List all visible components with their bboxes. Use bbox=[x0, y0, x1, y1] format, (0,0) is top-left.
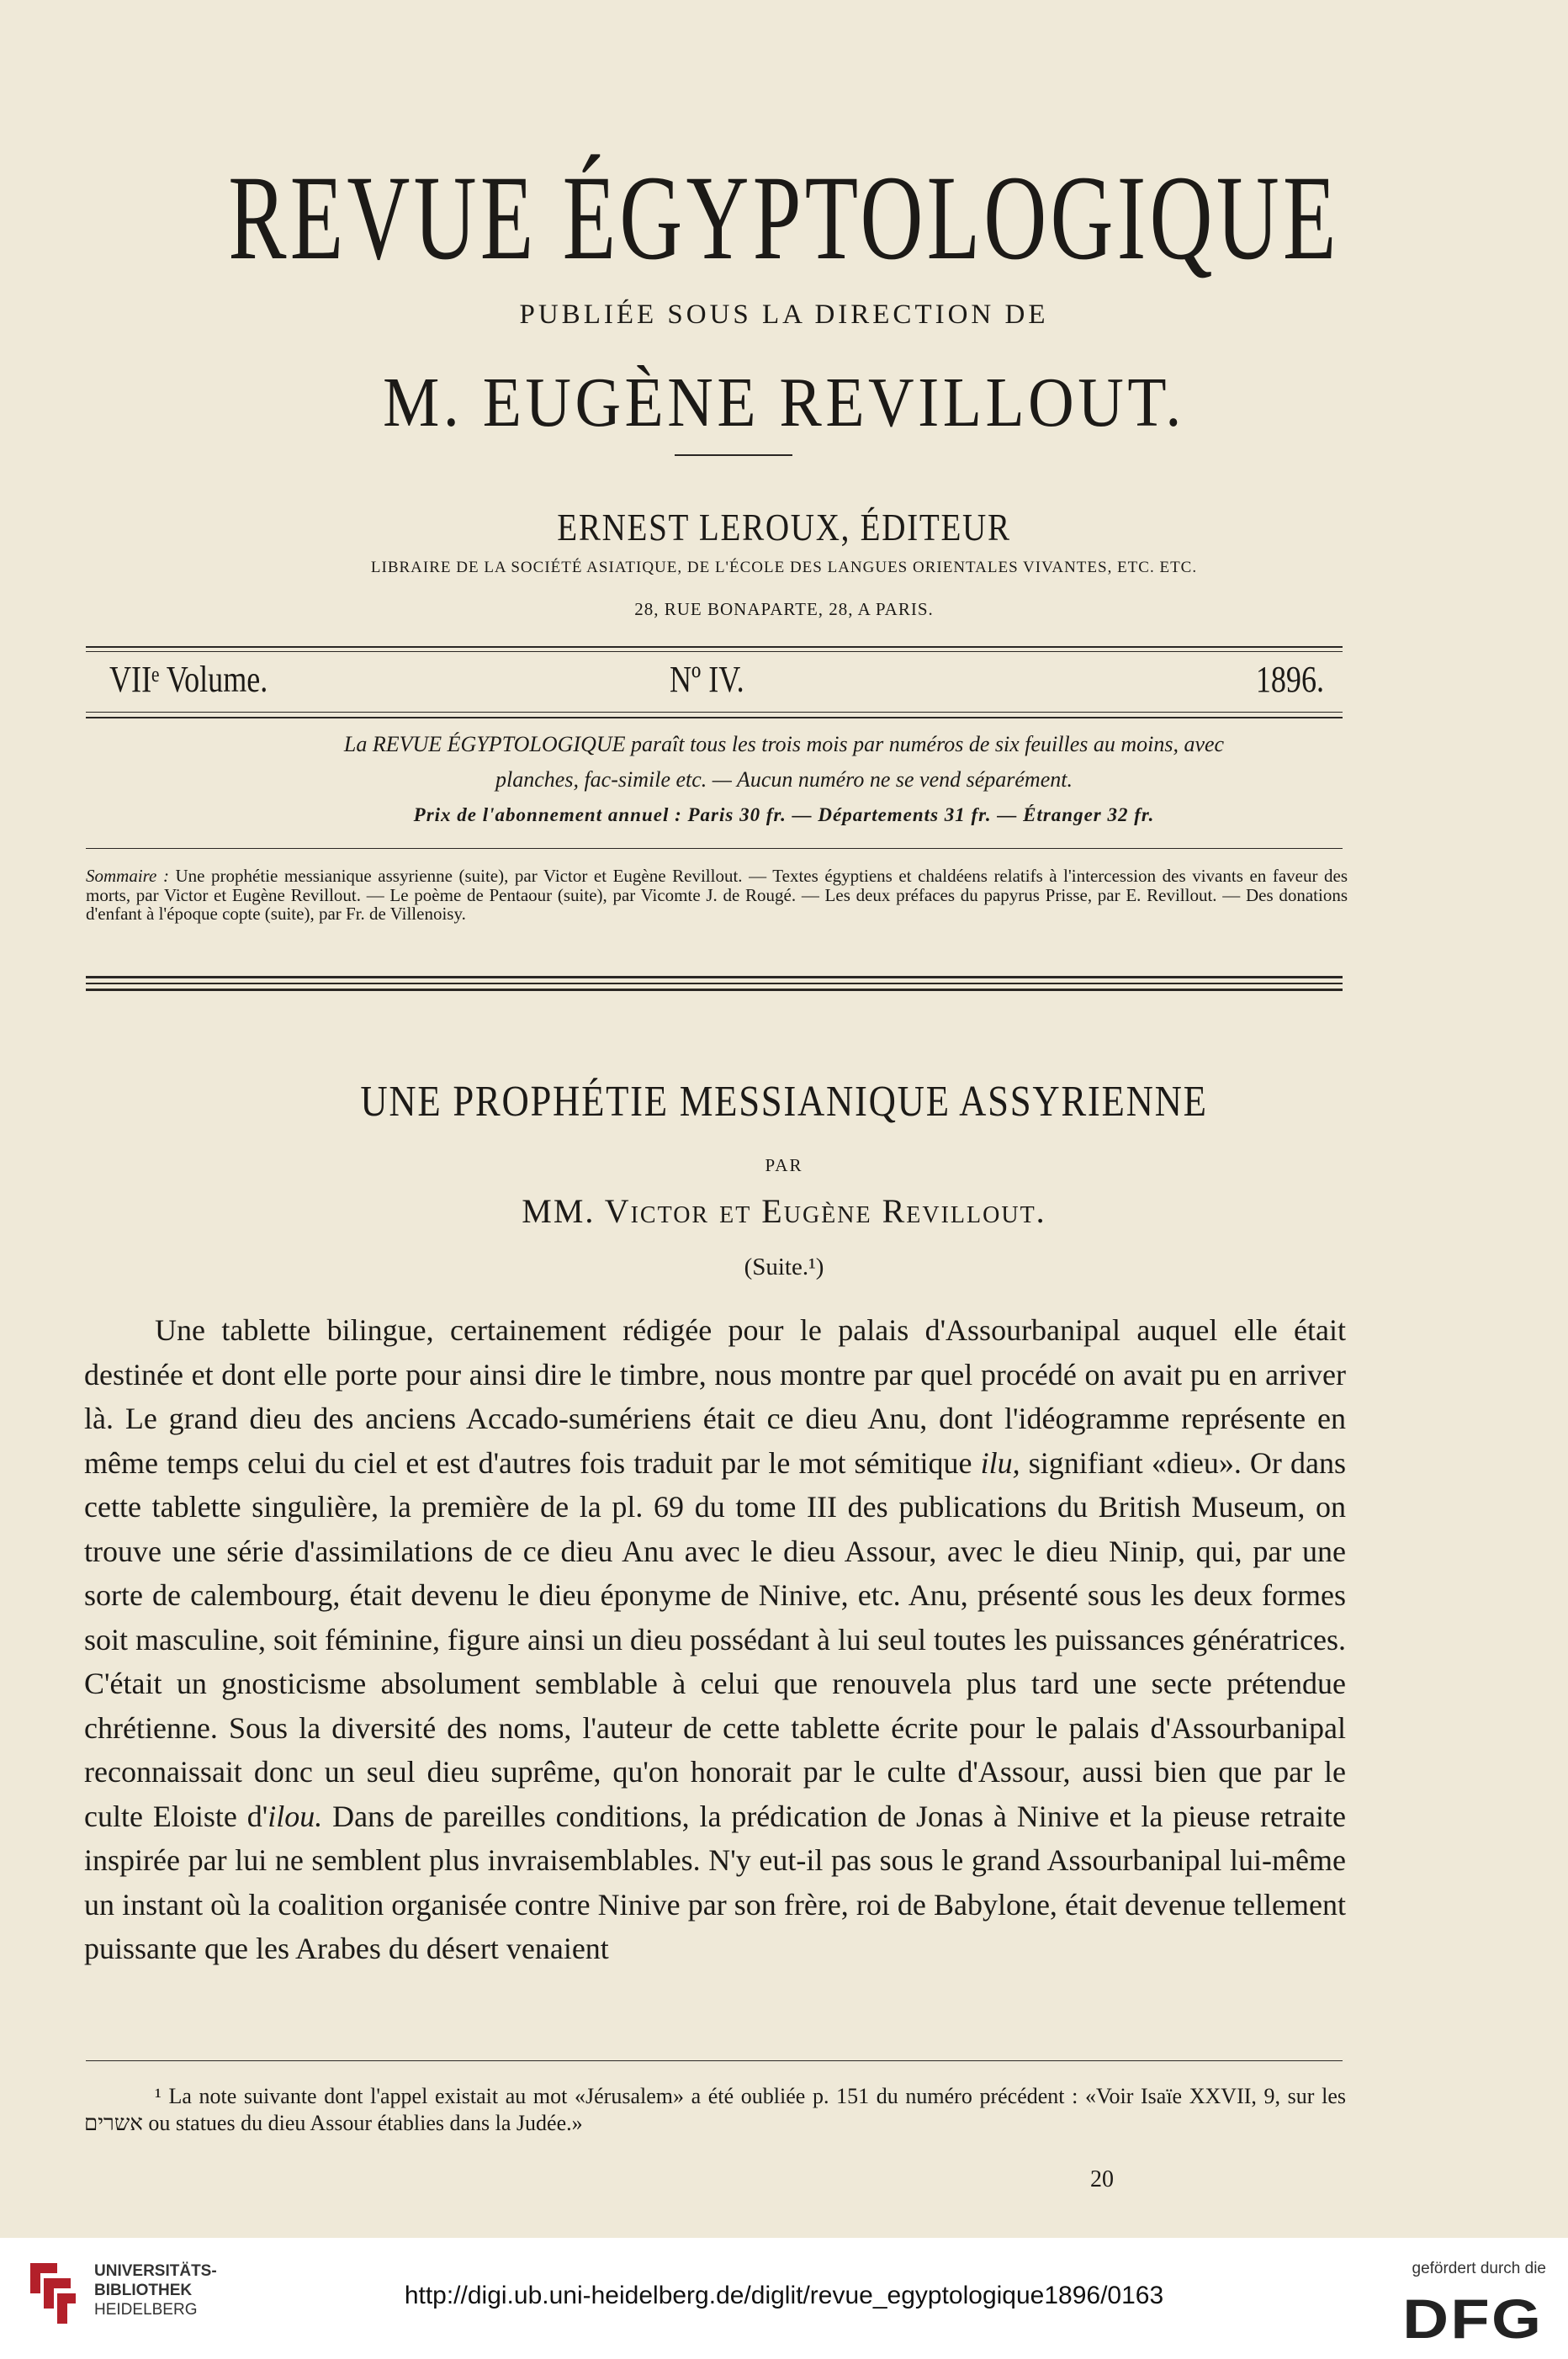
footnote: ¹ La note suivante dont l'appel existait au mot «Jérusalem» a été oubliée p. 151 du numéro précédent : «Voir Isaïe XXVII, 9, sur les אשרים ou statues du dieu Assour établies dans la Judée.» bbox=[84, 2084, 1346, 2135]
direction-line: PUBLIÉE SOUS LA DIRECTION DE bbox=[519, 300, 1049, 330]
dfg-logo[interactable]: DFG bbox=[1401, 2287, 1543, 2350]
subscription-info: La REVUE ÉGYPTOLOGIQUE paraît tous les trois mois par numéros de six feuilles au moins, avec bbox=[343, 732, 1225, 756]
director-name: M. EUGÈNE REVILLOUT. bbox=[383, 363, 1185, 442]
volume-label: VIIᵉ Volume. bbox=[109, 659, 268, 700]
table-of-contents bbox=[86, 867, 1348, 924]
article-continuation: (Suite.¹) bbox=[744, 1254, 824, 1280]
digitization-footer bbox=[0, 2238, 1568, 2359]
issue-top-rule bbox=[86, 646, 1343, 648]
article-body bbox=[84, 1308, 1346, 1971]
subscription-price: Prix de l'abonnement annuel : Paris 30 fr. — Départements 31 fr. — Étranger 32 fr. bbox=[413, 804, 1155, 825]
summary-bottom-rule bbox=[86, 976, 1343, 978]
issue-year: 1896. bbox=[1255, 659, 1324, 700]
subscription-info-2: planches, fac-simile etc. — Aucun numéro ne se vend séparément. bbox=[495, 767, 1073, 792]
source-url-link[interactable]: http://digi.ub.uni-heidelberg.de/diglit/revue_egyptologique1896/0163 bbox=[404, 2282, 1164, 2309]
funded-by-label: gefördert durch die bbox=[1412, 2260, 1546, 2277]
issue-number: Nº IV. bbox=[670, 659, 744, 700]
footnote-rule bbox=[86, 2060, 1343, 2061]
short-divider bbox=[675, 454, 792, 456]
publisher-name: ERNEST LEROUX, ÉDITEUR bbox=[557, 506, 1011, 549]
publisher-address: 28, RUE BONAPARTE, 28, A PARIS. bbox=[634, 599, 934, 619]
article-title: UNE PROPHÉTIE MESSIANIQUE ASSYRIENNE bbox=[360, 1078, 1208, 1126]
article-by: PAR bbox=[765, 1155, 803, 1175]
page-number: 20 bbox=[1090, 2166, 1114, 2192]
issue-bottom-rule-thin bbox=[86, 712, 1343, 713]
summary-label: Sommaire : bbox=[86, 866, 169, 886]
university-library-name: UNIVERSITÄTS- BIBLIOTHEK HEIDELBERG bbox=[94, 2262, 217, 2319]
issue-bottom-rule bbox=[86, 717, 1343, 718]
summary-text: Une prophétie messianique assyrienne (suite), par Victor et Eugène Revillout. — Textes égyptiens et chaldéens relatifs à l'intercession des vivants en faveur des morts, par Victor et Eugène Revillout. — Le poème de Pentaour (suite), par Vicomte J. de Rougé. — Les deux préfaces du papyrus Prisse, par E. Revillout. — Des donations d'enfant à l'époque copte (suite), par Fr. de Villenoisy. bbox=[86, 866, 1348, 924]
issue-top-rule-thin bbox=[86, 651, 1343, 652]
body-paragraph: Une tablette bilingue, certainement rédigée pour le palais d'Assourbanipal auquel elle était destinée et dont elle porte pour ainsi dire le timbre, nous montre par quel procédé on avait pu en arriver là. Le grand dieu des anciens Accado-sumériens était ce dieu Anu, dont l'idéogramme représente en même temps celui du ciel et est d'autres fois traduit par le mot sémitique ilu, signifiant «dieu». Or dans cette tablette singulière, la première de la pl. 69 du tome III des publications du British Museum, on trouve une série d'assimilations de ce dieu Anu avec le dieu Assour, avec le dieu Ninip, qui, par une sorte de calembourg, était devenu le dieu éponyme de Ninive, etc. Anu, présenté sous les deux formes soit masculine, soit féminine, figure ainsi un dieu possédant à lui seul toutes les puissances génératrices. C'était un gnosticisme absolument semblable à celui que renouvela plus tard une secte prétendue chrétienne. Sous la diversité des noms, l'auteur de cette tablette écrite pour le palais d'Assourbanipal reconnaissait donc un seul dieu suprême, qu'on honorait par le culte d'Assour, aussi bien que par le culte Eloiste d'ilou. Dans de pareilles conditions, la prédication de Jonas à Ninive et la pieuse retraite inspirée par lui ne semblent plus invraisemblables. N'y eut-il pas sous le grand Assourbanipal lui-même un instant où la coalition organisée contre Ninive par son frère, roi de Babylone, était devenue tellement puissante que les Arabes du désert venaient bbox=[84, 1313, 1347, 1965]
summary-top-rule bbox=[86, 848, 1343, 849]
journal-title: REVUE ÉGYPTOLOGIQUE bbox=[228, 151, 1340, 285]
publisher-description: LIBRAIRE DE LA SOCIÉTÉ ASIATIQUE, DE L'ÉCOLE DES LANGUES ORIENTALES VIVANTES, ETC. ETC. bbox=[370, 559, 1198, 576]
summary-bottom-rule-2 bbox=[86, 983, 1343, 984]
summary-bottom-rule-3 bbox=[86, 989, 1343, 991]
article-authors: MM. Victor et Eugène Revillout. bbox=[522, 1192, 1046, 1230]
